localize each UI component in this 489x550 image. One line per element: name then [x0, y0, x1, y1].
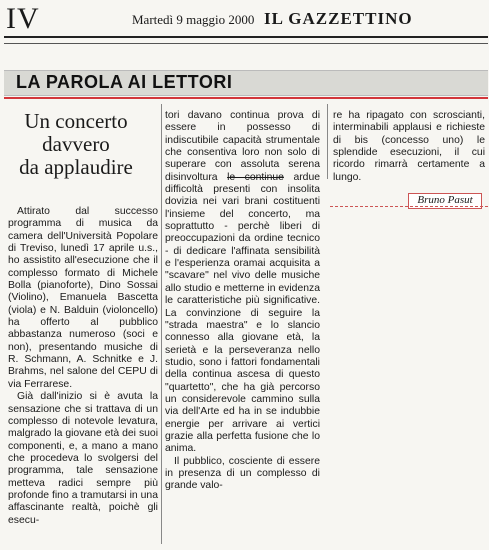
- column-divider: [161, 104, 162, 544]
- headline-line-3: da applaudire: [19, 155, 133, 179]
- paragraph-text: ardue difficoltà presenti con insolita dovizia nei vari brani costituenti l'insieme del concerto, ma soprattutto - perchè liberi di preoccupazioni da ordine tecnico - di dedicare l'affinata sensibilità e l'esperienza oramai acquisita a "scavare" nel vivo delle musiche allo studio e metterne in evidenza le caratteristiche più significative. La convinzione di seguire la "strada maestra" e lo slancio connesso alla giovane età, la serietà e la perseveranza nello studio, sono i fattori fondamentali della continua ascesa di questo "quartetto", che ha già percorso un considerevole cammino sulla via dell'Arte ed ha in se indubbie energie per arrivare ai vertici grazie alla perfetta fusione che lo anima.: [165, 171, 321, 455]
- article-column-2: [165, 110, 320, 493]
- masthead-rule-thin: [4, 43, 488, 44]
- newspaper-name: IL GAZZETTINO: [264, 9, 413, 28]
- paragraph-text: tori davano continua prova di essere in possesso di indiscutibile capacità strumentale che consentiva loro non solo di superare con assoluta serena disinvoltura: [165, 110, 320, 183]
- section-title: LA PAROLA AI LETTORI: [16, 72, 233, 92]
- headline-line-1: Un concerto: [24, 109, 128, 133]
- column-divider: [327, 104, 328, 179]
- cut-line: [330, 206, 488, 207]
- red-underline: [4, 97, 488, 99]
- struck-text: le continue: [227, 171, 284, 183]
- paragraph: Il pubblico, cosciente di essere in presenza di un complesso di grande valo-: [165, 455, 320, 492]
- masthead-rule: [4, 36, 488, 38]
- headline-line-2: davvero: [42, 132, 110, 156]
- issue-date: Martedì 9 maggio 2000: [132, 12, 255, 27]
- page-number: IV: [6, 2, 40, 35]
- paragraph: [165, 110, 320, 456]
- author-signature: Bruno Pasut: [408, 193, 482, 209]
- article-column-1: [8, 206, 158, 527]
- article-column-3: [333, 110, 485, 184]
- section-banner: [4, 70, 488, 96]
- paragraph: re ha ripagato con scrosciantі, interminabili applausi e richieste di bis (concesso uno) le splendide esecuzioni, il cui ricordo rimarrà certamente a lungo.: [333, 110, 485, 183]
- paragraph: Già dall'inizio si è avuta la sensazione che si trattava di un complesso di notevole levatura, malgrado la giovane età dei suoi componenti, e, a mano a mano che procedeva lo svolgersi del programma, tale sensazione metteva radici sempre più profonde fino a tramutarsi in una affascinante realtà, poichè gli esecu-: [8, 391, 158, 526]
- paragraph: Attirato dal successo programma di musica da camera dell'Università Popolare di Treviso, lunedì 17 aprile u.s., ho assistito all'esecuzione che il complesso formato di Michele Bolla (pianoforte), Dino Sossai (Violino), Emanuela Bascetta (viola) e N. Balduin (violoncello) ha offerto al pubblico abbastanza numeroso (soci e non), presentando musiche di R. Schmann, A. Schnitke e J. Brahms, nel salone del CEPU di via Ferrarese.: [8, 206, 158, 390]
- article-headline: [10, 110, 142, 179]
